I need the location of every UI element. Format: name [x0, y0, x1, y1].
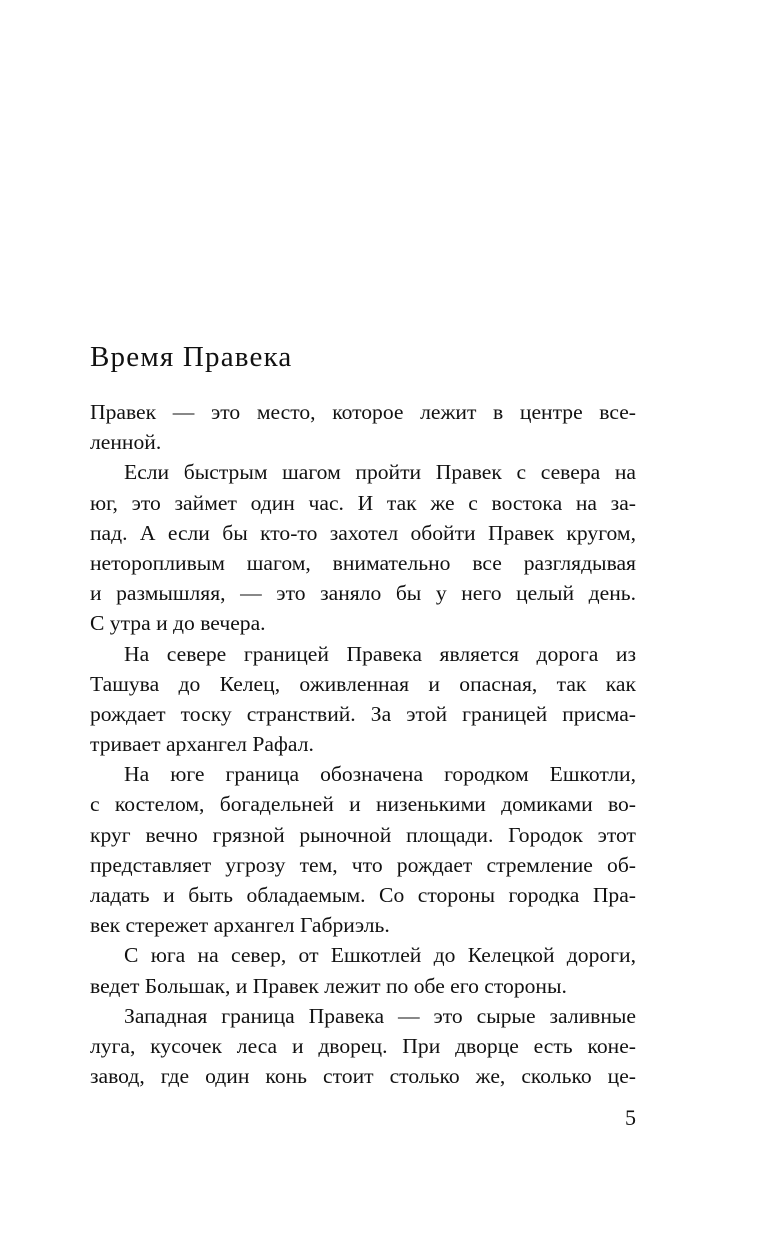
paragraph-6-line-2: луга, кусочек леса и дворец. При дворце есть коне- — [90, 1033, 636, 1058]
paragraph-4-line-1: На юге граница обозначена городком Ешкотли, — [124, 762, 636, 787]
chapter-title: Время Правека — [90, 341, 293, 373]
paragraph-3-line-2: Ташува до Келец, оживленная и опасная, так как — [90, 671, 636, 696]
paragraph-2-line-1: Если быстрым шагом пройти Правек с севера на — [124, 460, 636, 485]
paragraph-1-line-1: Правек — это место, которое лежит в центре все- — [90, 400, 636, 424]
paragraph-4-line-4: представляет угрозу тем, что рождает стремление об- — [90, 852, 636, 877]
paragraph-6-line-1: Западная граница Правека — это сырые заливные — [124, 1003, 636, 1028]
paragraph-4-line-3: круг вечно грязной рыночной площади. Городок этот — [90, 822, 636, 847]
paragraph-3-line-4: тривает архангел Рафал. — [90, 732, 314, 757]
body-text — [90, 397, 636, 1091]
page-number: 5 — [625, 1105, 636, 1130]
paragraph-6-line-3: завод, где один конь стоит столько же, сколько це- — [90, 1064, 636, 1089]
paragraph-2-line-3: пад. А если бы кто-то захотел обойти Правек кругом, — [90, 520, 636, 545]
paragraph-2-line-5: и размышляя, — это заняло бы у него целый день. — [90, 581, 636, 606]
paragraph-3-line-3: рождает тоску странствий. За этой границей присма- — [90, 701, 636, 726]
paragraph-4-line-6: век стережет архангел Габриэль. — [90, 913, 390, 938]
paragraph-5-line-2: ведет Большак, и Правек лежит по обе его стороны. — [90, 973, 567, 998]
paragraph-1-line-2: ленной. — [90, 430, 162, 455]
paragraph-3-line-1: На севере границей Правека является дорога из — [124, 641, 636, 666]
paragraph-4-line-2: с костелом, богадельней и низенькими домиками во- — [90, 792, 636, 817]
paragraph-2-line-2: юг, это займет один час. И так же с востока на за- — [90, 490, 636, 515]
paragraph-2-line-4: неторопливым шагом, внимательно все разглядывая — [90, 550, 636, 575]
paragraph-2-line-6: С утра и до вечера. — [90, 611, 266, 636]
paragraph-5-line-1: С юга на север, от Ешкотлей до Келецкой дороги, — [124, 943, 636, 968]
paragraph-4-line-5: ладать и быть обладаемым. Со стороны городка Пра- — [90, 883, 636, 907]
